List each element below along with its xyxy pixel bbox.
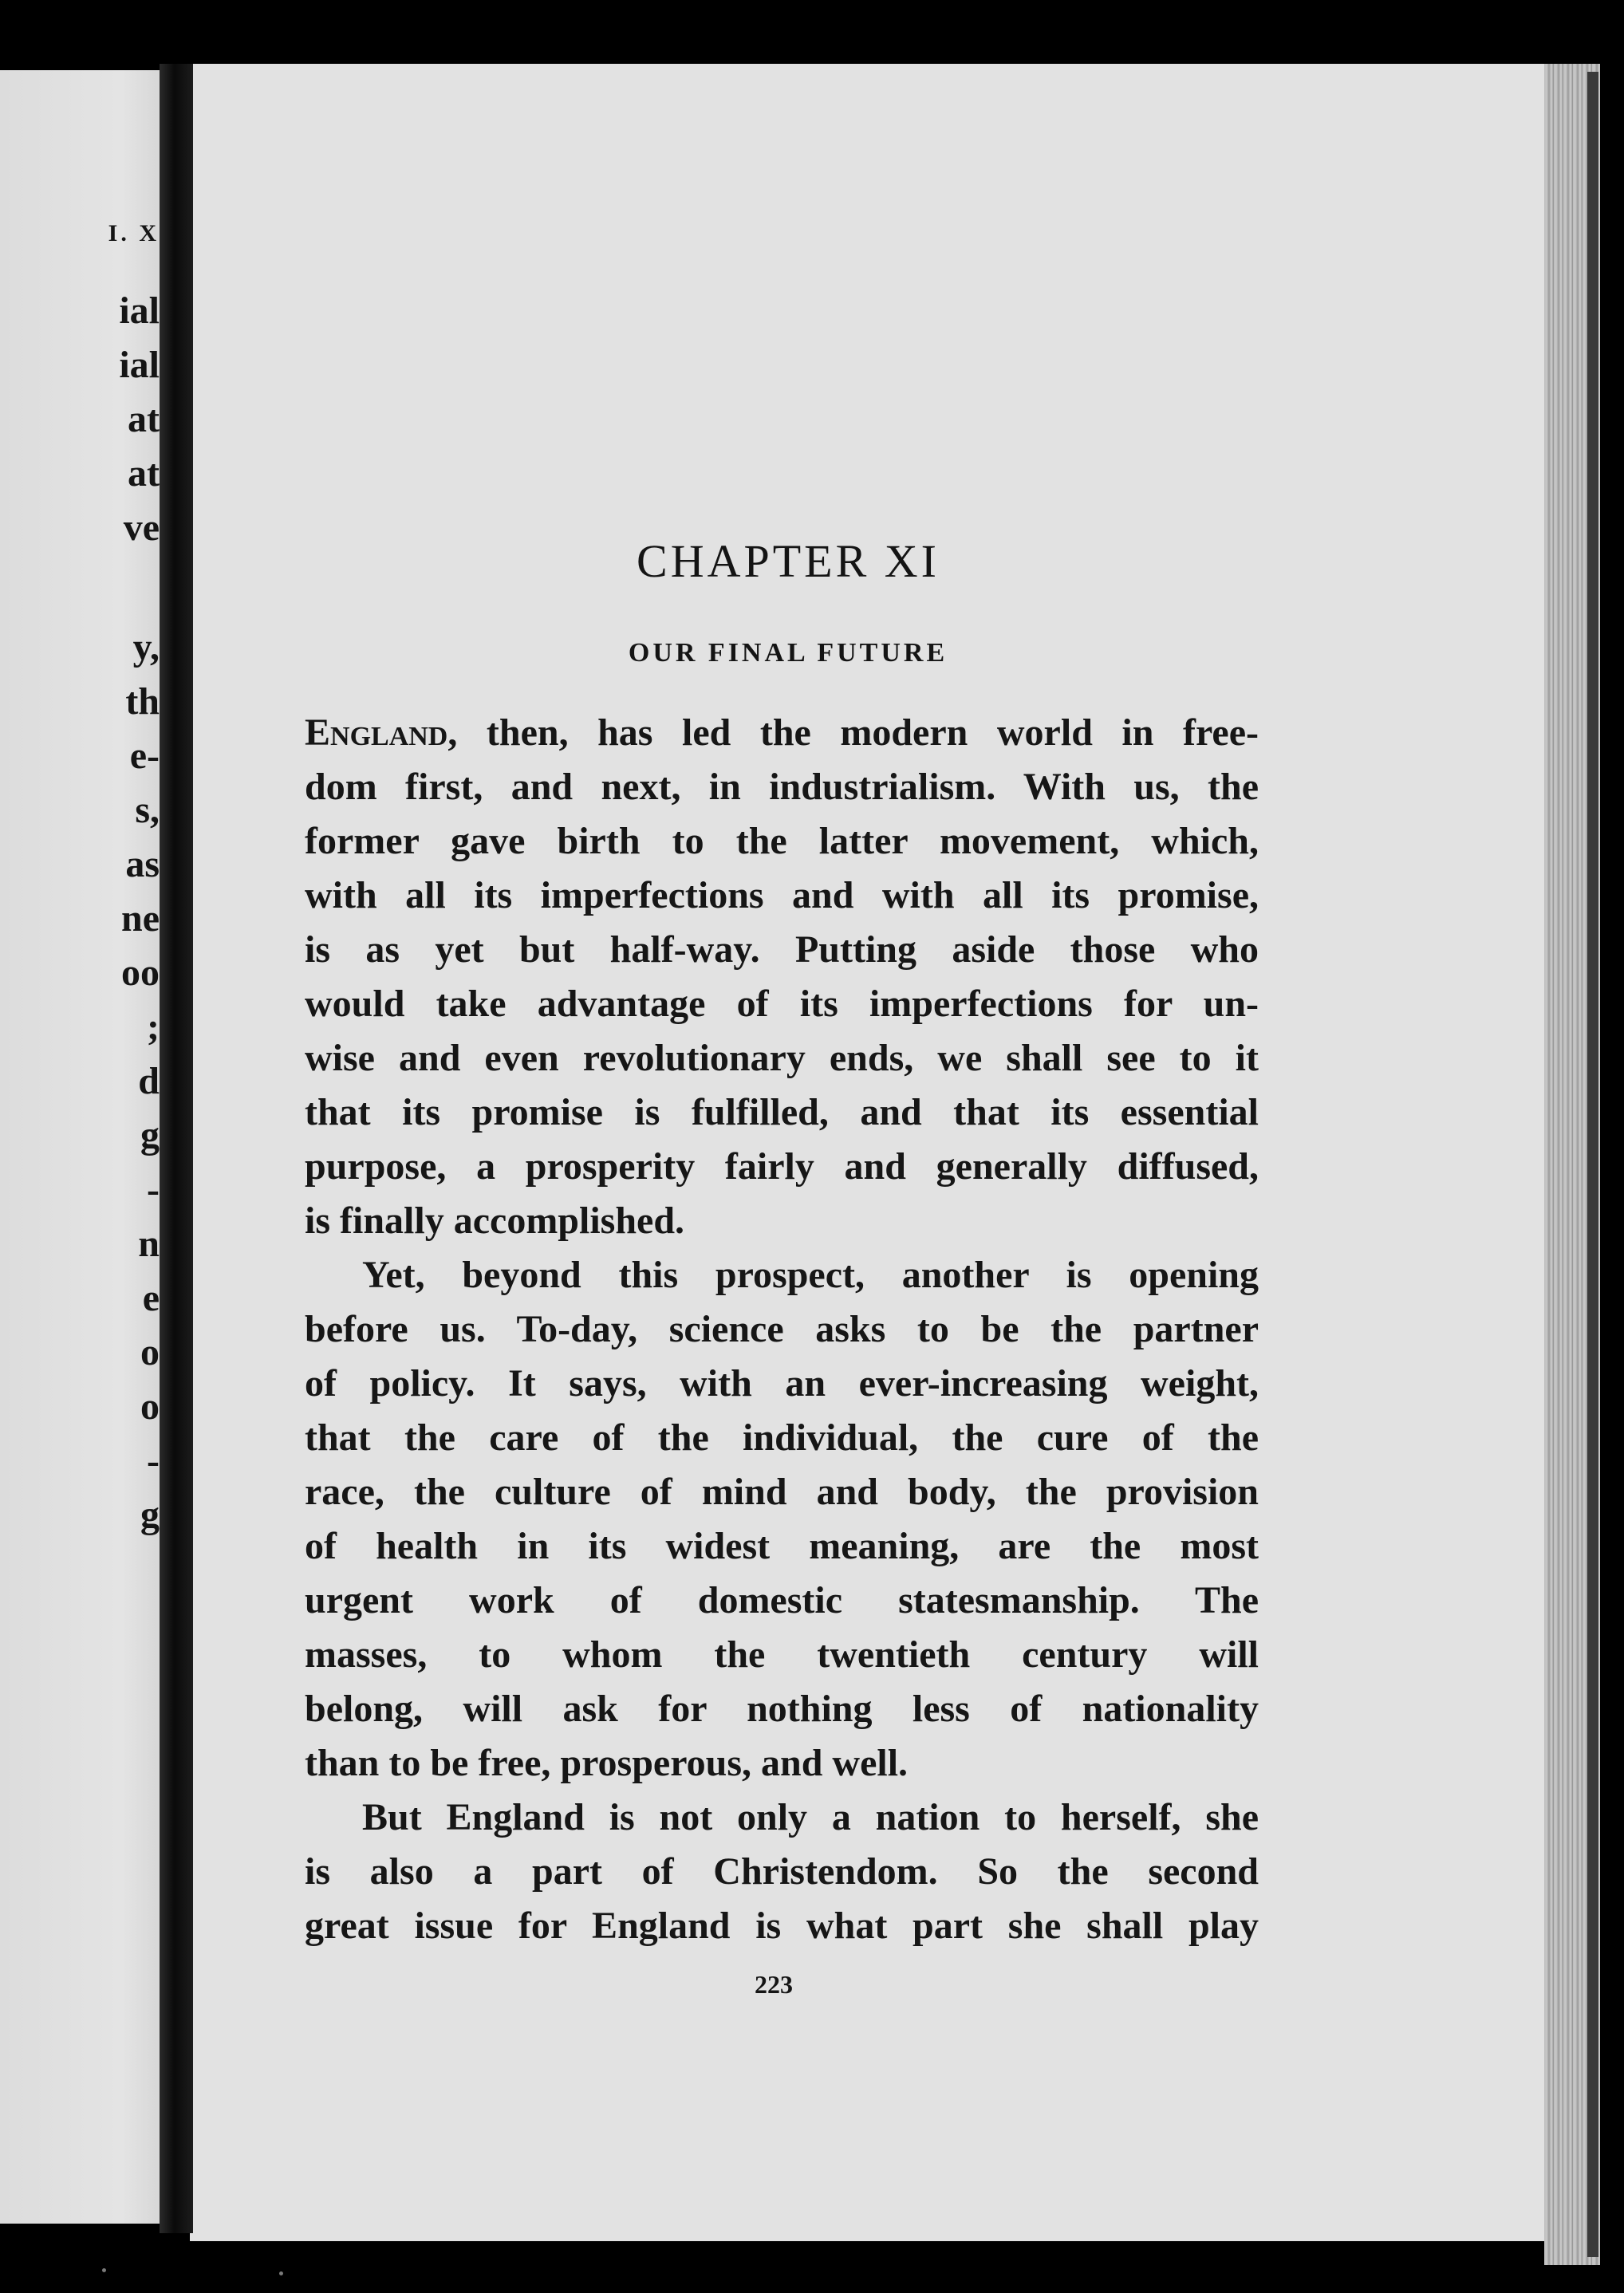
facing-line-ending: - (147, 1440, 160, 1482)
facing-line-ending: d (138, 1060, 160, 1102)
chapter-subtitle: OUR FINAL FUTURE (628, 638, 948, 668)
facing-line-ending: at (128, 452, 160, 494)
facing-line-ending: ial (119, 290, 160, 332)
facing-line-ending: y, (132, 626, 160, 668)
facing-line-ending: e- (129, 735, 160, 777)
facing-line-ending: e (142, 1277, 160, 1319)
paragraph-2-line: race, the culture of mind and body, the provision (305, 1471, 1259, 1513)
paragraph-2-line: belong, will ask for nothing less of nationality (305, 1688, 1259, 1730)
paragraph-1-line (305, 706, 1259, 760)
paragraph-2-line: of policy. It says, with an ever-increasing weight, (305, 1362, 1259, 1405)
facing-line-ending: at (128, 398, 160, 440)
paragraph-2-line: urgent work of domestic statesmanship. The (305, 1579, 1259, 1621)
paragraph-1-line: former gave birth to the latter movement, which, (305, 820, 1259, 862)
speck (102, 2268, 106, 2272)
lead-word: England (305, 711, 448, 754)
facing-page-header: I. X (108, 220, 160, 246)
paragraph-2-line: of health in its widest meaning, are the most (305, 1525, 1259, 1567)
facing-line-ending: as (125, 843, 160, 885)
body-text (305, 706, 1259, 1953)
paragraph-1-line: purpose, a prosperity fairly and generally diffused, (305, 1145, 1259, 1188)
paragraph-2-line: masses, to whom the twentieth century will (305, 1633, 1259, 1676)
facing-line-ending: th (125, 680, 160, 723)
paragraph-2-line: Yet, beyond this prospect, another is opening (362, 1254, 1259, 1296)
facing-line-ending: ial (119, 344, 160, 386)
facing-line-ending: o (140, 1385, 160, 1428)
paragraph-1-line: dom first, and next, in industrialism. With us, the (305, 766, 1259, 808)
scan-specks (96, 2265, 335, 2281)
facing-line-ending: n (138, 1223, 160, 1265)
paragraph-1-line: is as yet but half-way. Putting aside those who (305, 928, 1259, 971)
facing-line-ending: s, (135, 789, 160, 831)
facing-page-fragment (0, 70, 174, 2224)
facing-line-ending: ; (147, 1006, 160, 1048)
paragraph-3-line: But England is not only a nation to herself, she (362, 1796, 1259, 1838)
paragraph-3-line: great issue for England is what part she shall play (305, 1905, 1259, 1947)
facing-line-ending: ne (121, 897, 160, 940)
facing-line-ending: - (147, 1168, 160, 1211)
line-text: , then, has led the modern world in free- (447, 711, 1259, 754)
facing-line-ending: g (140, 1114, 160, 1156)
facing-line-ending: oo (121, 951, 160, 994)
chapter-title: CHAPTER XI (637, 535, 940, 587)
page-number: 223 (755, 1970, 793, 1999)
paragraph-3-line: is also a part of Christendom. So the second (305, 1850, 1259, 1893)
paragraph-1-line: is finally accomplished. (305, 1200, 685, 1242)
paragraph-2-line: that the care of the individual, the cure of the (305, 1416, 1259, 1459)
paragraph-1-line: wise and even revolutionary ends, we shall see to it (305, 1037, 1259, 1079)
facing-line-ending: o (140, 1331, 160, 1373)
page-gutter (160, 64, 193, 2233)
facing-line-ending: ve (123, 506, 160, 549)
speck (279, 2271, 283, 2275)
paragraph-1-line: that its promise is fulfilled, and that its essential (305, 1091, 1259, 1133)
page-edge-shadow (1587, 72, 1598, 2257)
facing-line-ending: g (140, 1494, 160, 1536)
paragraph-2-line: before us. To-day, science asks to be the partner (305, 1308, 1259, 1350)
paragraph-1-line: with all its imperfections and with all its promise, (305, 874, 1259, 916)
paragraph-2-line: than to be free, prosperous, and well. (305, 1742, 909, 1784)
paragraph-1-line: would take advantage of its imperfections for un- (305, 983, 1259, 1025)
